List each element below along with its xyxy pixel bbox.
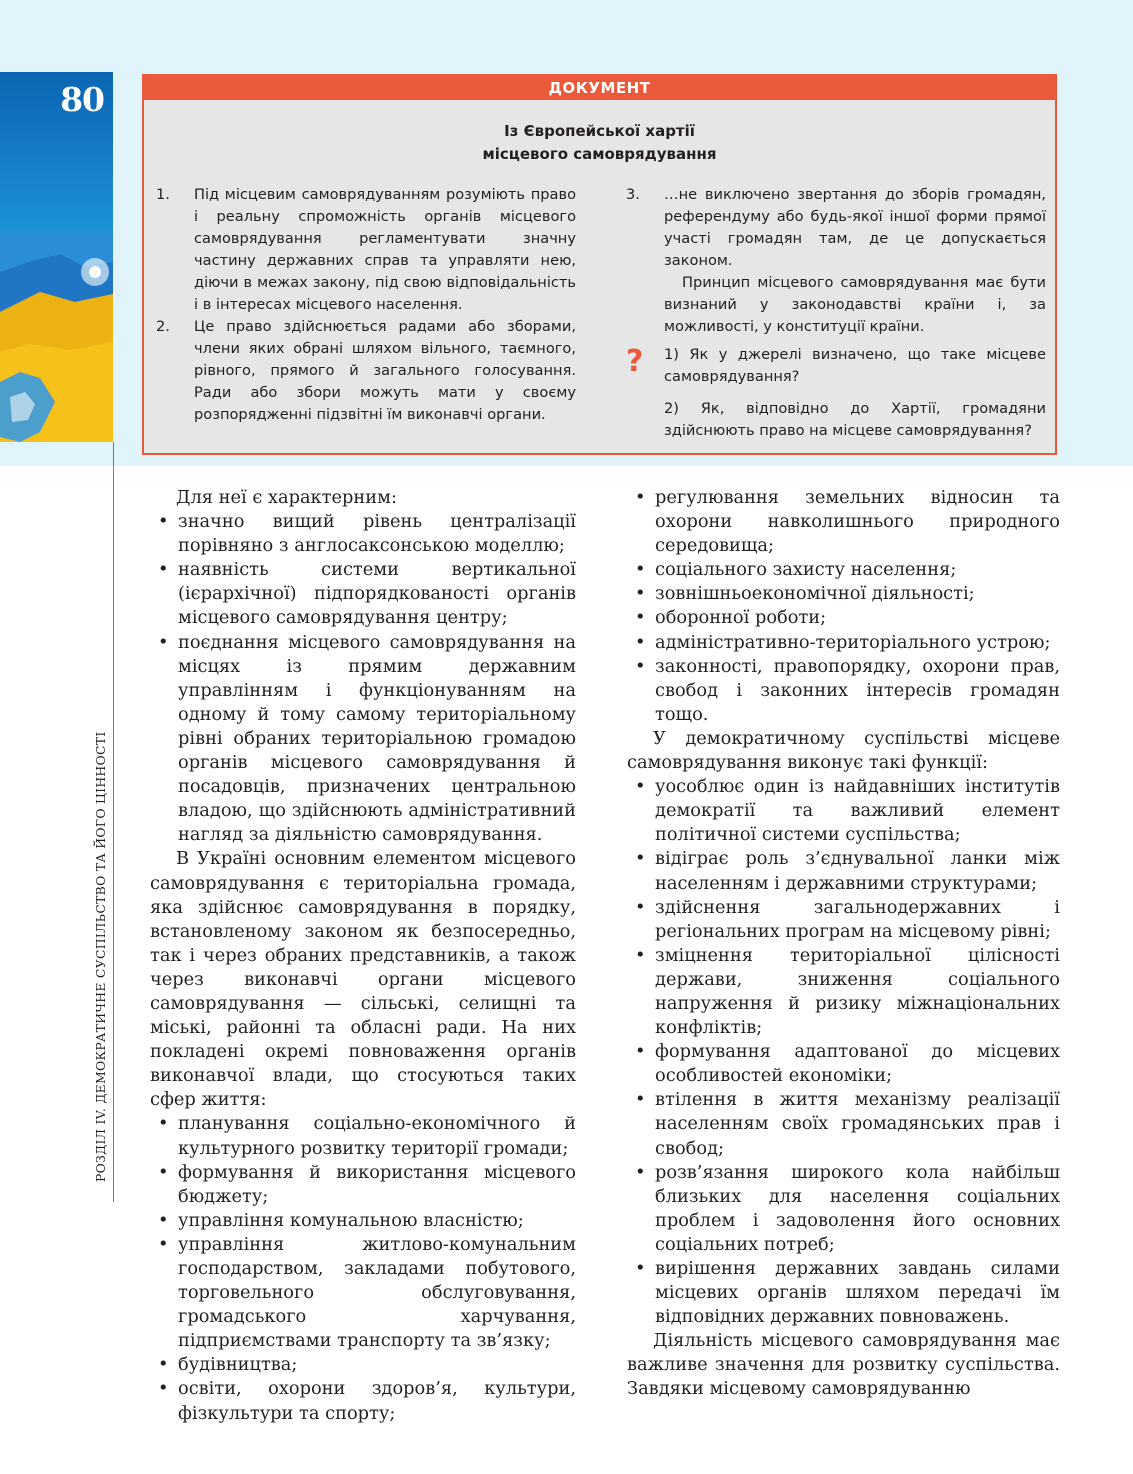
- list-item: • наявність системи вертикальної (ієрархічної) підпорядкованості органів місцевого самоврядування центру;: [150, 558, 576, 630]
- list-item: • поєднання місцевого самоврядування на місцях із прямим державним управлінням і функціонуванням на одному й тому самому територіальному рівні обраних територіальною громадою органів місцевого самоврядування й посадовців, призначених центральною владою, що здійснюють адміністративний нагляд за діяльністю самоврядування.: [150, 631, 576, 848]
- list-item: • формування й використання місцевого бюджету;: [150, 1161, 576, 1209]
- list-item: • значно вищий рівень централізації порівняно з англосаксонською моделлю;: [150, 510, 576, 558]
- list-item: • планування соціально-економічного й культурного розвитку території громади;: [150, 1112, 576, 1160]
- document-item: [156, 316, 576, 426]
- page-number: 80: [60, 80, 104, 119]
- list-item: • адміністративно-територіального устрою;: [627, 631, 1060, 655]
- item-text: …не виключено звертання до зборів громадян, референдуму або будь-якої іншої форми прямої участі громадян там, де це допускається законом.: [664, 186, 1046, 269]
- document-title: [144, 120, 1055, 166]
- list-item: • оборонної роботи;: [627, 606, 1060, 630]
- main-left-column: [150, 486, 576, 1426]
- item-number: 2.: [156, 318, 170, 335]
- item-number: 3.: [626, 186, 640, 203]
- document-title-line: Із Європейської хартії: [504, 122, 695, 140]
- document-box: [142, 74, 1057, 455]
- list-item: • вирішення державних завдань силами місцевих органів шляхом передачі їм відповідних державних повноважень.: [627, 1257, 1060, 1329]
- document-item: [156, 184, 576, 316]
- document-title-line: місцевого самоврядування: [482, 145, 717, 163]
- list-item: • соціального захисту населення;: [627, 558, 1060, 582]
- list-item: • освіти, охорони здоров’я, культури, фізкультури та спорту;: [150, 1377, 576, 1425]
- list-item: • втілення в життя механізму реалізації населенням своїх громадянських прав і свобод;: [627, 1088, 1060, 1160]
- intro-paragraph: Для неї є характерним:: [176, 487, 397, 508]
- list-item: • уособлює один із найдавніших інститутів демократії та важливий елемент політичної системи суспільства;: [627, 775, 1060, 847]
- section-title-vertical: РОЗДІЛ IV. ДЕМОКРАТИЧНЕ СУСПІЛЬСТВО ТА ЙОГО ЦІННОСТІ: [93, 731, 108, 1182]
- document-item: [626, 184, 1046, 272]
- list-item: • зміцнення територіальної цілісності держави, зниження соціального напруження й ризику міжнаціональних конфліктів;: [627, 944, 1060, 1040]
- document-right-column: [626, 184, 1046, 442]
- list-item: • управління комунальною власністю;: [150, 1209, 576, 1233]
- body-paragraph: Діяльність місцевого самоврядування має важливе значення для розвитку суспільства. Завдяки місцевому самоврядуванню: [627, 1330, 1060, 1400]
- body-paragraph: У демократичному суспільстві місцеве самоврядування виконує такі функції:: [627, 727, 1060, 774]
- list-item: • зовнішньоекономічної діяльності;: [627, 582, 1060, 606]
- list-item: • здійснення загальнодержавних і регіональних програм на місцевому рівні;: [627, 896, 1060, 944]
- list-item: • регулювання земельних відносин та охорони навколишнього природного середовища;: [627, 486, 1060, 558]
- questions-block: [626, 344, 1046, 442]
- document-header: ДОКУМЕНТ: [144, 76, 1055, 100]
- list-item: • формування адаптованої до місцевих особливостей економіки;: [627, 1040, 1060, 1088]
- list-item: • будівництва;: [150, 1353, 576, 1377]
- question: 1) Як у джерелі визначено, що таке місцеве самоврядування?: [664, 346, 1046, 385]
- main-right-column: [627, 486, 1060, 1402]
- body-paragraph: В Україні основним елементом місцевого самоврядування є територіальна громада, яка здійснює самоврядування в порядку, встановленому законом як безпосередньо, так і через обраних представників, а також через виконавчі органи місцевого самоврядування — сільські, селищні та міські, районні та обласні ради. На них покладені окремі повноваження органів виконавчої влади, що стосуються таких сфер життя:: [150, 848, 576, 1111]
- item-text: Це право здійснюється радами або зборами, члени яких обрані шляхом вільного, таємного, рівного, прямого й загального голосування. Ради або збори можуть мати у своєму розпорядженні підзвітні їм виконавчі органи.: [194, 318, 576, 423]
- item-text: Під місцевим самоврядуванням розуміють право і реальну спроможність органів місцевого самоврядування регламентувати значну частину державних справ та управляти нею, діючи в межах закону, під свою відповідальність і в інтересах місцевого населення.: [194, 186, 576, 313]
- list-item: • розв’язання широкого кола найбільш близьких для населення соціальних проблем і задоволення його основних соціальних потреб;: [627, 1161, 1060, 1257]
- document-left-column: [156, 184, 576, 426]
- item-continuation: Принцип місцевого самоврядування має бути визнаний у законодавстві країни і, за можливості, у конституції країни.: [664, 274, 1046, 335]
- item-number: 1.: [156, 186, 170, 203]
- ukraine-flag-map-image: [0, 232, 113, 442]
- question: 2) Як, відповідно до Хартії, громадяни здійснюють право на місцеве самоврядування?: [664, 400, 1046, 439]
- question-mark-icon: ?: [626, 344, 644, 379]
- page-number-tab: [0, 72, 113, 442]
- list-item: • законності, правопорядку, охорони прав, свобод і законних інтересів громадян тощо.: [627, 655, 1060, 727]
- side-divider: [113, 442, 114, 1202]
- list-item: • відіграє роль з’єднувальної ланки між населенням і державними структурами;: [627, 847, 1060, 895]
- list-item: • управління житлово-комунальним господарством, закладами побутового, торговельного обслуговування, громадського харчування, підприємствами транспорту та зв’язку;: [150, 1233, 576, 1353]
